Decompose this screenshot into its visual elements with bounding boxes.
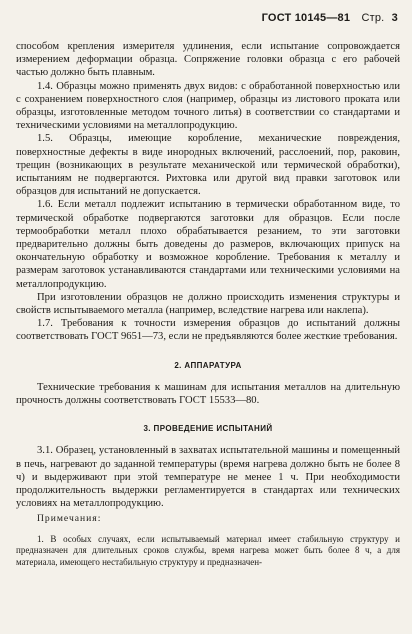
page-label: Стр. xyxy=(361,12,385,24)
document-body xyxy=(16,40,400,568)
paragraph-1-4: 1.4. Образцы можно применять двух видов: с обработанной поверхностью или с сохранением поверхностного слоя (например, образцы из листового проката или образцы, изготовленные методом точного литья) в соответствии со стандартами и техническими условиями на металлопродукцию. xyxy=(16,80,400,132)
paragraph-1-6: 1.6. Если металл подлежит испытанию в термически обработанном виде, то термической обработке подвергаются заготовки для образцов. Если после термообработки металл плохо обрабатывается резанием, то эти заготовки предварительно должны быть доведены до размеров, включающих припуск на окончательную обработку и возможное коробление. Требования к металлу и размерам заготовок устанавливаются стандартами или техническими условиями на металлопродукцию. xyxy=(16,199,400,290)
paragraph-specimen-preparation: При изготовлении образцов не должно происходить изменения структуры и свойств испытываемого металла (например, вследствие нагрева или наклепа). xyxy=(16,291,400,317)
paragraph-3-1: 3.1. Образец, установленный в захватах испытательной машины и помещенный в печь, нагревают до заданной температуры (время нагрева должно быть не более 8 ч) и выдерживают при этой температуре не менее 1 ч. При необходимости продолжительность выдержки регламентируется в стандартах или технических условиях на металлопродукцию. xyxy=(16,445,400,510)
section-3-heading: 3. ПРОВЕДЕНИЕ ИСПЫТАНИЙ xyxy=(143,424,273,434)
page-header xyxy=(262,12,398,24)
paragraph-continuation: способом крепления измерителя удлинения, если испытание сопровождается измерением деформации образца. Сопряжение головки образца с его рабочей частью должно быть плавным. xyxy=(16,41,400,79)
section-2-text: Технические требования к машинам для испытания металлов на длительную прочность должны соответствовать ГОСТ 15533—80. xyxy=(16,381,400,407)
note-1: 1. В особых случаях, если испытываемый материал имеет стабильную структуру и предназначен для длительных сроков службы, время нагрева может быть более 8 ч, а для материала, имеющего нестабильную структуру и предназначен- xyxy=(16,533,400,567)
page-number: 3 xyxy=(391,12,398,24)
notes-heading: Примечания: xyxy=(37,512,102,524)
standard-number: ГОСТ 10145—81 xyxy=(261,12,351,24)
paragraph-1-5: 1.5. Образцы, имеющие коробление, механические повреждения, поверхностные дефекты в виде инородных включений, расслоений, пор, раковин, трещин (возникающих в результате механической или термической обработки), испытаниям не подвергаются. Рихтовка или другой вид правки заготовок или образцов для испытаний не допускается. xyxy=(16,133,400,198)
section-2-heading: 2. АППАРАТУРА xyxy=(174,360,242,370)
paragraph-1-7: 1.7. Требования к точности измерения образцов до испытаний должны соответствовать ГОСТ 9651—73, если не предъявляются более жесткие требования. xyxy=(16,318,400,343)
